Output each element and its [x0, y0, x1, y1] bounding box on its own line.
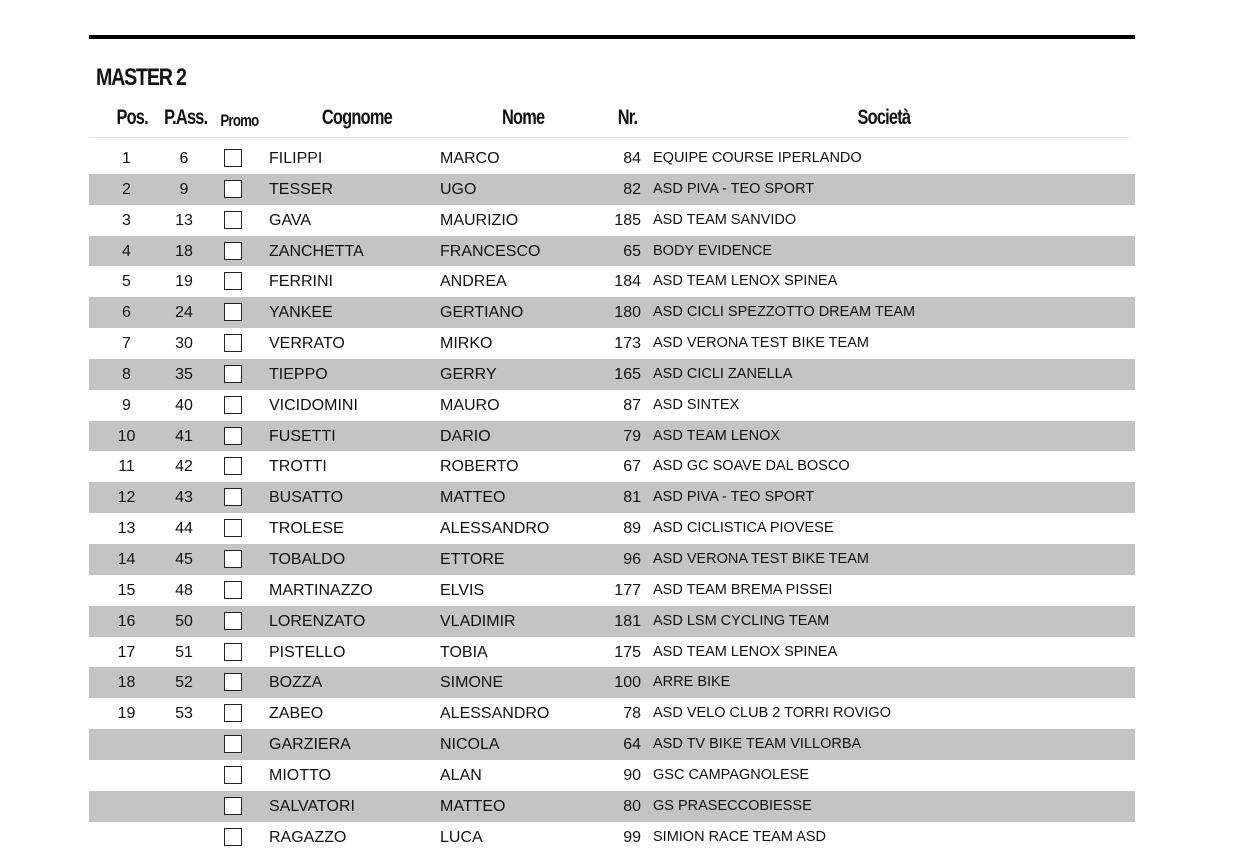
bib-number-cell: 175 [614, 643, 641, 661]
team-cell: ASD TEAM LENOX SPINEA [653, 643, 838, 660]
table-row [89, 667, 1135, 698]
bib-number-cell: 184 [614, 273, 641, 291]
table-row [89, 143, 1135, 174]
surname-cell: TOBALDO [269, 550, 346, 568]
passage-cell: 50 [175, 612, 193, 630]
position-cell: 16 [117, 612, 136, 630]
name-cell: FRANCESCO [440, 242, 541, 260]
header-nome: Nome [501, 106, 545, 129]
position-cell: 2 [122, 180, 131, 198]
header-promo: Promo [220, 111, 259, 130]
promo-checkbox[interactable] [224, 673, 242, 691]
passage-cell: 51 [175, 643, 193, 661]
team-cell: ASD CICLI ZANELLA [653, 365, 793, 382]
surname-cell: TROTTI [269, 458, 327, 476]
position-cell: 19 [117, 705, 136, 723]
passage-cell: 19 [175, 273, 193, 291]
name-cell: NICOLA [440, 736, 500, 754]
promo-checkbox[interactable] [224, 396, 242, 414]
table-row [89, 513, 1135, 544]
surname-cell: YANKEE [269, 304, 333, 322]
table-row [89, 606, 1135, 637]
header-pass: P.Ass. [164, 106, 208, 129]
bib-number-cell: 185 [614, 211, 641, 229]
team-cell: ASD TEAM LENOX SPINEA [653, 273, 838, 290]
passage-cell: 43 [175, 489, 193, 507]
surname-cell: TROLESE [269, 520, 344, 538]
promo-checkbox[interactable] [224, 427, 242, 445]
passage-cell: 18 [175, 242, 193, 260]
surname-cell: MARTINAZZO [269, 581, 373, 599]
position-cell: 14 [117, 550, 136, 568]
surname-cell: MIOTTO [269, 766, 331, 784]
table-row [89, 760, 1135, 791]
table-row [89, 637, 1135, 668]
position-cell: 15 [117, 581, 136, 599]
bib-number-cell: 64 [623, 736, 641, 754]
header-cognome: Cognome [321, 106, 392, 129]
name-cell: ROBERTO [440, 458, 519, 476]
surname-cell: FUSETTI [269, 427, 336, 445]
bib-number-cell: 65 [623, 242, 641, 260]
bib-number-cell: 99 [623, 828, 641, 846]
position-cell: 3 [122, 211, 131, 229]
table-row [89, 421, 1135, 452]
passage-cell: 6 [179, 150, 189, 167]
bib-number-cell: 79 [623, 427, 641, 445]
table-row [89, 729, 1135, 760]
promo-checkbox[interactable] [224, 766, 242, 784]
surname-cell: FERRINI [269, 273, 333, 291]
category-title: MASTER 2 [96, 64, 186, 91]
promo-checkbox[interactable] [224, 612, 242, 630]
position-cell: 6 [122, 304, 131, 322]
promo-checkbox[interactable] [224, 735, 242, 753]
surname-cell: VERRATO [269, 335, 345, 353]
name-cell: VLADIMIR [440, 612, 516, 630]
table-row [89, 205, 1135, 236]
passage-cell: 40 [175, 396, 193, 414]
bib-number-cell: 87 [623, 396, 641, 414]
position-cell: 11 [118, 458, 135, 476]
team-cell: ASD CICLI SPEZZOTTO DREAM TEAM [653, 304, 916, 321]
team-cell: GS PRASECCOBIESSE [653, 797, 812, 814]
team-cell: ASD TV BIKE TEAM VILLORBA [653, 736, 862, 753]
team-cell: ASD PIVA - TEO SPORT [653, 180, 815, 197]
position-cell: 7 [122, 335, 131, 353]
header-societa: Società [857, 106, 911, 129]
table-row [89, 236, 1135, 267]
promo-checkbox[interactable] [224, 211, 242, 229]
team-cell: ASD VERONA TEST BIKE TEAM [653, 550, 869, 567]
promo-checkbox[interactable] [224, 581, 242, 599]
name-cell: ANDREA [440, 273, 507, 291]
name-cell: MARCO [440, 150, 500, 167]
surname-cell: BUSATTO [269, 489, 344, 507]
passage-cell: 30 [175, 335, 193, 353]
team-cell: ASD GC SOAVE DAL BOSCO [653, 458, 850, 475]
name-cell: MATTEO [440, 489, 506, 507]
results-table [89, 143, 1135, 852]
position-cell: 17 [117, 643, 136, 661]
table-row [89, 451, 1135, 482]
surname-cell: VICIDOMINI [269, 396, 358, 414]
passage-cell: 9 [179, 180, 189, 198]
surname-cell: ZANCHETTA [269, 242, 364, 260]
top-rule [89, 35, 1135, 39]
surname-cell: TESSER [269, 180, 334, 198]
position-cell: 10 [117, 427, 136, 445]
position-cell: 18 [117, 674, 136, 692]
passage-cell: 48 [175, 581, 193, 599]
name-cell: MIRKO [440, 335, 493, 353]
passage-cell: 24 [175, 304, 193, 322]
table-row [89, 482, 1135, 513]
header-divider [89, 137, 1129, 138]
bib-number-cell: 80 [623, 797, 641, 815]
table-row [89, 359, 1135, 390]
name-cell: ALESSANDRO [440, 520, 550, 538]
table-row [89, 174, 1135, 205]
team-cell: SIMION RACE TEAM ASD [653, 828, 826, 845]
team-cell: ASD LSM CYCLING TEAM [653, 612, 830, 629]
promo-checkbox[interactable] [224, 488, 242, 506]
promo-checkbox[interactable] [224, 180, 242, 198]
position-cell: 12 [117, 489, 136, 507]
position-cell: 1 [122, 150, 131, 167]
table-row [89, 791, 1135, 822]
surname-cell: SALVATORI [269, 797, 355, 815]
passage-cell: 13 [175, 211, 193, 229]
bib-number-cell: 90 [623, 766, 641, 784]
position-cell: 9 [122, 396, 131, 414]
table-row [89, 544, 1135, 575]
promo-checkbox[interactable] [224, 643, 242, 661]
name-cell: MATTEO [440, 797, 506, 815]
table-row [89, 822, 1135, 853]
name-cell: UGO [440, 180, 477, 198]
name-cell: ETTORE [440, 550, 505, 568]
bib-number-cell: 181 [614, 612, 641, 630]
name-cell: MAURIZIO [440, 211, 519, 229]
promo-checkbox[interactable] [224, 704, 242, 722]
surname-cell: BOZZA [269, 674, 323, 692]
table-row [89, 390, 1135, 421]
table-row [89, 266, 1135, 297]
bib-number-cell: 78 [623, 705, 641, 723]
bib-number-cell: 177 [614, 581, 641, 599]
team-cell: ASD CICLISTICA PIOVESE [653, 520, 834, 537]
table-row [89, 575, 1135, 606]
name-cell: LUCA [440, 828, 483, 846]
team-cell: ASD SINTEX [653, 396, 740, 413]
team-cell: ASD TEAM BREMA PISSEI [653, 581, 833, 598]
promo-checkbox[interactable] [224, 797, 242, 815]
name-cell: ALAN [440, 766, 482, 784]
surname-cell: FILIPPI [269, 150, 323, 167]
surname-cell: RAGAZZO [269, 828, 347, 846]
promo-checkbox[interactable] [224, 242, 242, 260]
promo-checkbox[interactable] [224, 303, 242, 321]
bib-number-cell: 67 [623, 458, 641, 476]
promo-checkbox[interactable] [224, 334, 242, 352]
name-cell: SIMONE [440, 674, 504, 692]
surname-cell: LORENZATO [269, 612, 366, 630]
bib-number-cell: 89 [623, 520, 641, 538]
promo-checkbox[interactable] [224, 457, 242, 475]
name-cell: ELVIS [440, 581, 485, 599]
surname-cell: ZABEO [269, 705, 324, 723]
position-cell: 4 [122, 242, 131, 260]
passage-cell: 45 [175, 550, 193, 568]
position-cell: 13 [117, 520, 136, 538]
team-cell: ASD VERONA TEST BIKE TEAM [653, 335, 869, 352]
promo-checkbox[interactable] [224, 519, 242, 537]
promo-checkbox[interactable] [224, 272, 242, 290]
bib-number-cell: 84 [623, 150, 641, 167]
name-cell: GERRY [440, 365, 497, 383]
bib-number-cell: 100 [614, 674, 641, 692]
header-pos: Pos. [116, 106, 148, 129]
table-row [89, 297, 1135, 328]
bib-number-cell: 165 [614, 365, 641, 383]
surname-cell: GARZIERA [269, 736, 351, 754]
surname-cell: PISTELLO [269, 643, 346, 661]
passage-cell: 42 [175, 458, 193, 476]
name-cell: ALESSANDRO [440, 705, 550, 723]
passage-cell: 53 [175, 705, 193, 723]
table-row [89, 698, 1135, 729]
bib-number-cell: 96 [623, 550, 641, 568]
name-cell: GERTIANO [440, 304, 524, 322]
header-nr: Nr. [617, 106, 638, 129]
team-cell: ASD PIVA - TEO SPORT [653, 489, 815, 506]
team-cell: GSC CAMPAGNOLESE [653, 766, 810, 783]
team-cell: ARRE BIKE [653, 674, 731, 691]
promo-checkbox[interactable] [224, 365, 242, 383]
promo-checkbox[interactable] [224, 550, 242, 568]
passage-cell: 41 [175, 427, 193, 445]
table-row [89, 328, 1135, 359]
passage-cell: 44 [175, 520, 193, 538]
name-cell: TOBIA [440, 643, 488, 661]
team-cell: ASD TEAM LENOX [653, 427, 781, 444]
team-cell: BODY EVIDENCE [653, 242, 772, 259]
bib-number-cell: 180 [614, 304, 641, 322]
name-cell: MAURO [440, 396, 500, 414]
bib-number-cell: 173 [614, 335, 641, 353]
position-cell: 8 [122, 365, 131, 383]
surname-cell: TIEPPO [269, 365, 328, 383]
bib-number-cell: 82 [623, 180, 641, 198]
passage-cell: 52 [175, 674, 193, 692]
promo-checkbox[interactable] [224, 149, 242, 167]
passage-cell: 35 [175, 365, 193, 383]
team-cell: ASD VELO CLUB 2 TORRI ROVIGO [653, 705, 891, 722]
surname-cell: GAVA [269, 211, 312, 229]
bib-number-cell: 81 [623, 489, 641, 507]
name-cell: DARIO [440, 427, 491, 445]
team-cell: EQUIPE COURSE IPERLANDO [653, 150, 862, 166]
position-cell: 5 [122, 273, 131, 291]
team-cell: ASD TEAM SANVIDO [653, 211, 797, 228]
promo-checkbox[interactable] [224, 828, 242, 846]
